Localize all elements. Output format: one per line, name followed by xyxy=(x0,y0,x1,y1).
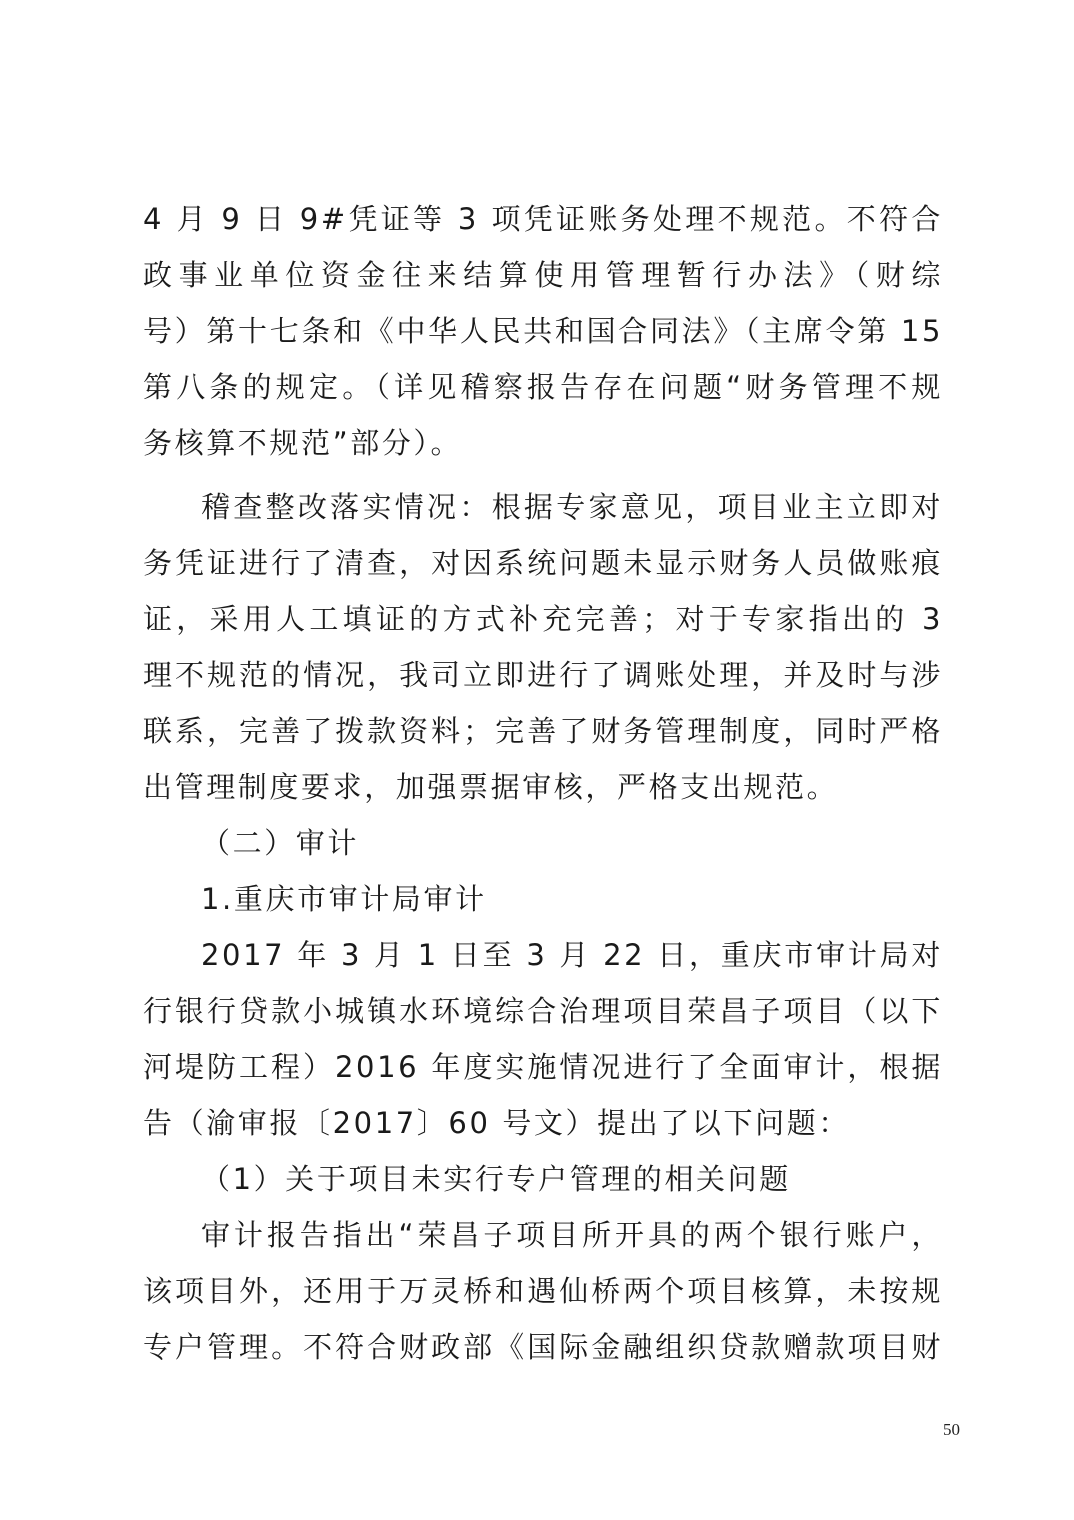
text-line: 河堤防工程）2016 年度实施情况进行了全面审计，根据 xyxy=(143,1050,943,1084)
text-line: 第八条的规定。（详见稽察报告存在问题“财务管理不规 xyxy=(143,370,943,404)
text-line: 稽查整改落实情况：根据专家意见，项目业主立即对 xyxy=(201,490,943,524)
text-line: 政事业单位资金往来结算使用管理暂行办法》（财综 xyxy=(143,258,943,292)
text-line: 务凭证进行了清查，对因系统问题未显示财务人员做账痕 xyxy=(143,546,943,580)
text-line: 证，采用人工填证的方式补充完善；对于专家指出的 3 xyxy=(143,602,943,636)
text-line: 专户管理。不符合财政部《国际金融组织贷款赠款项目财 xyxy=(143,1330,943,1364)
text-line: 出管理制度要求，加强票据审核，严格支出规范。 xyxy=(143,770,839,804)
text-line: 行银行贷款小城镇水环境综合治理项目荣昌子项目（以下 xyxy=(143,994,943,1028)
text-line: 务核算不规范”部分）。 xyxy=(143,426,463,460)
page-number: 50 xyxy=(943,1420,960,1439)
section-heading: （二）审计 xyxy=(201,826,360,860)
text-line: 联系，完善了拨款资料；完善了财务管理制度，同时严格 xyxy=(143,714,943,748)
text-line: 理不规范的情况，我司立即进行了调账处理，并及时与涉 xyxy=(143,658,943,692)
text-line: 4 月 9 日 9#凭证等 3 项凭证账务处理不规范。不符合 xyxy=(143,202,943,236)
text-line: 号）第十七条和《中华人民共和国合同法》（主席令第 15 xyxy=(143,314,943,348)
item-heading: （1）关于项目未实行专户管理的相关问题 xyxy=(201,1162,791,1196)
text-line: 审计报告指出“荣昌子项目所开具的两个银行账户， xyxy=(201,1218,943,1252)
text-line: 告（渝审报〔2017〕60 号文）提出了以下问题： xyxy=(143,1106,850,1140)
subsection-heading: 1.重庆市审计局审计 xyxy=(201,882,487,916)
text-line: 该项目外，还用于万灵桥和遇仙桥两个项目核算，未按规 xyxy=(143,1274,943,1308)
text-line: 2017 年 3 月 1 日至 3 月 22 日，重庆市审计局对 xyxy=(201,938,943,972)
